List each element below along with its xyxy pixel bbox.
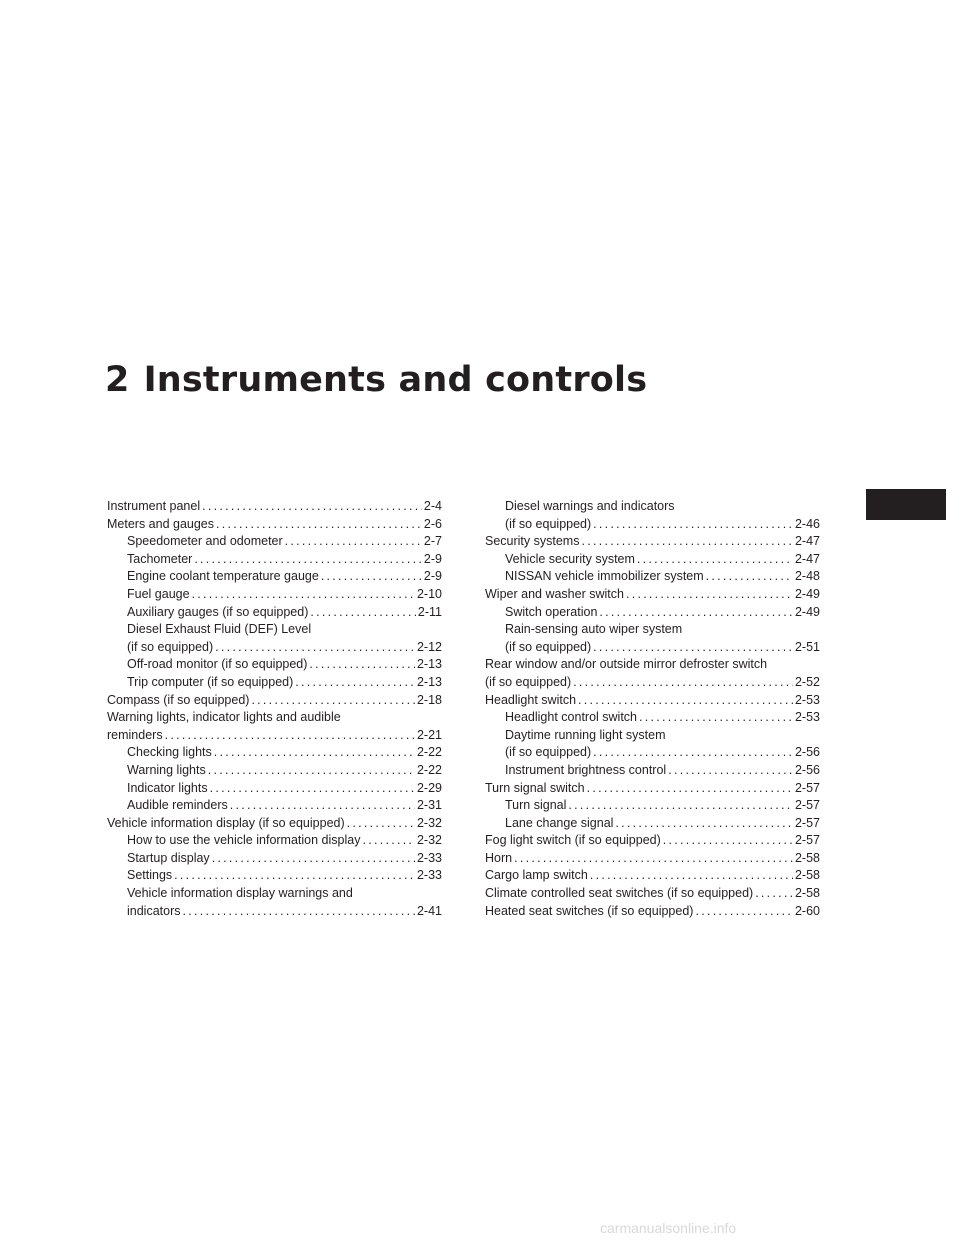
- toc-dot-leader: [615, 815, 793, 833]
- toc-entry-label: Instrument brightness control: [505, 762, 667, 777]
- toc-page-number: 2-57: [794, 798, 820, 813]
- toc-entry[interactable]: [107, 674, 442, 692]
- toc-entry-label: Climate controlled seat switches (if so equipped): [485, 886, 754, 901]
- toc-page-number: 2-18: [416, 692, 442, 707]
- toc-dot-leader: [590, 867, 793, 885]
- toc-dot-leader: [514, 850, 793, 868]
- toc-entry[interactable]: [107, 692, 442, 710]
- toc-page-number: 2-57: [794, 815, 820, 830]
- toc-entry[interactable]: [107, 815, 442, 833]
- toc-entry-label: Lane change signal: [505, 815, 614, 830]
- toc-entry-label: Startup display: [127, 850, 210, 865]
- toc-dot-leader: [593, 639, 793, 657]
- toc-dot-leader: [362, 832, 415, 850]
- toc-page-number: 2-58: [794, 850, 820, 865]
- toc-entry[interactable]: [107, 586, 442, 604]
- toc-page-number: 2-49: [794, 604, 820, 619]
- toc-page-number: 2-52: [794, 674, 820, 689]
- toc-entry[interactable]: [485, 797, 820, 815]
- toc-entry-label: Headlight control switch: [505, 710, 638, 725]
- toc-entry[interactable]: [107, 656, 442, 674]
- toc-entry-label: Tachometer: [127, 551, 193, 566]
- toc-entry-label: reminders: [107, 727, 163, 742]
- toc-entry-label: NISSAN vehicle immobilizer system: [505, 569, 704, 584]
- toc-dot-leader: [755, 885, 793, 903]
- toc-dot-leader: [251, 692, 415, 710]
- toc-dot-leader: [210, 780, 415, 798]
- toc-page-number: 2-56: [794, 762, 820, 777]
- toc-entry-label: Speedometer and odometer: [127, 534, 283, 549]
- toc-page-number: 2-4: [423, 499, 442, 513]
- toc-entry-title-line: Rain-sensing auto wiper system: [505, 622, 683, 637]
- toc-page-number: 2-53: [794, 692, 820, 707]
- toc-dot-leader: [321, 568, 422, 586]
- toc-page-number: 2-47: [794, 534, 820, 549]
- toc-entry-label: Vehicle security system: [505, 551, 635, 566]
- toc-dot-leader: [593, 744, 793, 762]
- toc-page-number: 2-58: [794, 868, 820, 883]
- toc-dot-leader: [587, 780, 793, 798]
- toc-entry[interactable]: [107, 621, 442, 656]
- chapter-name: Instruments and controls: [143, 360, 648, 400]
- toc-entry[interactable]: [485, 780, 820, 798]
- toc-page-number: 2-7: [423, 534, 442, 549]
- footer-watermark: carmanualsonline.info: [600, 1220, 737, 1236]
- toc-entry-label: Heated seat switches (if so equipped): [485, 903, 694, 918]
- toc-page-number: 2-22: [416, 762, 442, 777]
- toc-entry[interactable]: [107, 797, 442, 815]
- toc-page-number: 2-21: [416, 727, 442, 742]
- toc-entry[interactable]: [485, 498, 820, 533]
- toc-entry[interactable]: [485, 656, 820, 691]
- toc-entry[interactable]: [107, 498, 442, 516]
- toc-entry-title-line: Diesel warnings and indicators: [505, 499, 675, 513]
- toc-entry[interactable]: [107, 533, 442, 551]
- toc-entry-label: Horn: [485, 850, 513, 865]
- toc-page-number: 2-57: [794, 780, 820, 795]
- toc-dot-leader: [212, 850, 415, 868]
- toc-page-number: 2-51: [794, 639, 820, 654]
- toc-entry[interactable]: [485, 815, 820, 833]
- toc-column-left: [107, 498, 442, 920]
- toc-entry[interactable]: [485, 709, 820, 727]
- toc-dot-leader: [214, 744, 415, 762]
- toc-entry-label: Auxiliary gauges (if so equipped): [127, 604, 309, 619]
- toc-entry[interactable]: [107, 516, 442, 534]
- toc-entry[interactable]: [107, 568, 442, 586]
- toc-page-number: 2-9: [423, 569, 442, 584]
- toc-entry-title-line: Daytime running light system: [505, 727, 666, 742]
- toc-entry-label: Vehicle information display (if so equipped): [107, 815, 345, 830]
- toc-entry[interactable]: [107, 604, 442, 622]
- toc-entry[interactable]: [107, 832, 442, 850]
- toc-entry[interactable]: [107, 551, 442, 569]
- toc-dot-leader: [639, 709, 793, 727]
- toc-page-number: 2-49: [794, 586, 820, 601]
- toc-entry[interactable]: [485, 692, 820, 710]
- toc-entry[interactable]: [485, 885, 820, 903]
- toc-page-number: 2-58: [794, 886, 820, 901]
- toc-entry[interactable]: [485, 551, 820, 569]
- toc-dot-leader: [668, 762, 793, 780]
- toc-page-number: 2-32: [416, 833, 442, 848]
- toc-dot-leader: [573, 674, 793, 692]
- toc-entry-label: Indicator lights: [127, 780, 208, 795]
- toc-page-number: 2-47: [794, 551, 820, 566]
- chapter-title: [105, 360, 647, 400]
- toc-dot-leader: [637, 551, 793, 569]
- toc-column-right: [485, 498, 820, 920]
- toc-page-number: 2-56: [794, 745, 820, 760]
- toc-entry[interactable]: [485, 586, 820, 604]
- toc-dot-leader: [208, 762, 415, 780]
- toc-dot-leader: [663, 832, 793, 850]
- toc-entry-label: Fuel gauge: [127, 586, 190, 601]
- toc-entry-label: Trip computer (if so equipped): [127, 674, 294, 689]
- toc-entry[interactable]: [107, 867, 442, 885]
- toc-entry[interactable]: [485, 903, 820, 921]
- toc-page-number: 2-11: [417, 604, 442, 619]
- toc-dot-leader: [599, 604, 793, 622]
- toc-entry-label: Settings: [127, 868, 173, 883]
- toc-entry[interactable]: [485, 832, 820, 850]
- toc-dot-leader: [174, 867, 415, 885]
- toc-entry[interactable]: [107, 762, 442, 780]
- toc-dot-leader: [347, 815, 415, 833]
- toc-dot-leader: [165, 727, 415, 745]
- toc-page-number: 2-10: [416, 586, 442, 601]
- toc-entry-label: Turn signal switch: [485, 780, 585, 795]
- toc-entry-title-line: Warning lights, indicator lights and audible: [107, 710, 341, 725]
- toc-entry-label: Cargo lamp switch: [485, 868, 588, 883]
- toc-page-number: 2-32: [416, 815, 442, 830]
- toc-dot-leader: [581, 533, 793, 551]
- chapter-tab-marker: [866, 489, 946, 520]
- toc-dot-leader: [706, 568, 793, 586]
- toc-dot-leader: [202, 498, 422, 516]
- toc-entry-label: Meters and gauges: [107, 516, 215, 531]
- toc-entry-label: Wiper and washer switch: [485, 586, 624, 601]
- toc-entry-title-line: Diesel Exhaust Fluid (DEF) Level: [127, 622, 312, 637]
- toc-entry[interactable]: [107, 744, 442, 762]
- toc-entry[interactable]: [485, 604, 820, 622]
- toc-entry[interactable]: [107, 709, 442, 744]
- toc-dot-leader: [295, 674, 415, 692]
- toc-entry-label: indicators: [127, 903, 181, 918]
- toc-entry-label: Audible reminders: [127, 798, 228, 813]
- toc-entry-label: Headlight switch: [485, 692, 577, 707]
- toc-dot-leader: [194, 551, 422, 569]
- toc-dot-leader: [230, 797, 415, 815]
- toc-page-number: 2-6: [423, 516, 442, 531]
- toc-entry[interactable]: [485, 568, 820, 586]
- toc-dot-leader: [285, 533, 422, 551]
- toc-dot-leader: [215, 639, 415, 657]
- toc-page-number: 2-60: [794, 903, 820, 918]
- toc-entry-label: (if so equipped): [127, 639, 214, 654]
- toc-page-number: 2-13: [416, 657, 442, 672]
- toc-page-number: 2-46: [794, 516, 820, 531]
- toc-page-number: 2-48: [794, 569, 820, 584]
- toc-entry[interactable]: [485, 762, 820, 780]
- toc-entry-title-line: Vehicle information display warnings and: [127, 886, 353, 901]
- toc-page-number: 2-57: [794, 833, 820, 848]
- toc-dot-leader: [593, 516, 793, 534]
- toc-entry-label: Fog light switch (if so equipped): [485, 833, 661, 848]
- toc-page-number: 2-9: [423, 551, 442, 566]
- toc-entry[interactable]: [485, 850, 820, 868]
- toc-entry-label: Warning lights: [127, 762, 206, 777]
- toc-page-number: 2-12: [416, 639, 442, 654]
- toc-entry[interactable]: [107, 850, 442, 868]
- toc-entry-title-line: Rear window and/or outside mirror defroster switch: [485, 657, 768, 672]
- toc-entry[interactable]: [485, 727, 820, 762]
- toc-dot-leader: [216, 516, 422, 534]
- toc-entry-label: (if so equipped): [505, 516, 592, 531]
- toc-dot-leader: [626, 586, 793, 604]
- toc-entry[interactable]: [107, 885, 442, 920]
- toc-page-number: 2-31: [416, 798, 442, 813]
- chapter-number: 2: [105, 360, 130, 400]
- toc-dot-leader: [310, 604, 416, 622]
- toc-entry-label: Engine coolant temperature gauge: [127, 569, 319, 584]
- toc-dot-leader: [695, 903, 793, 921]
- toc-dot-leader: [309, 656, 415, 674]
- toc-entry[interactable]: [485, 621, 820, 656]
- toc-dot-leader: [183, 903, 415, 921]
- toc-entry-label: Turn signal: [505, 798, 567, 813]
- toc-entry-label: Off-road monitor (if so equipped): [127, 657, 308, 672]
- toc-page-number: 2-33: [416, 868, 442, 883]
- toc-entry-label: (if so equipped): [485, 674, 572, 689]
- toc-page-number: 2-41: [416, 903, 442, 918]
- toc-entry-label: Security systems: [485, 534, 580, 549]
- toc-entry[interactable]: [485, 867, 820, 885]
- toc-entry-label: Checking lights: [127, 745, 212, 760]
- toc-entry-label: Switch operation: [505, 604, 598, 619]
- toc-entry-label: (if so equipped): [505, 639, 592, 654]
- toc-entry-label: (if so equipped): [505, 745, 592, 760]
- toc-entry[interactable]: [485, 533, 820, 551]
- toc-dot-leader: [192, 586, 415, 604]
- toc-page-number: 2-33: [416, 850, 442, 865]
- toc-entry-label: Instrument panel: [107, 499, 201, 513]
- toc-page-number: 2-29: [416, 780, 442, 795]
- toc-page-number: 2-13: [416, 674, 442, 689]
- toc-entry[interactable]: [107, 780, 442, 798]
- toc-page-number: 2-53: [794, 710, 820, 725]
- toc-entry-label: Compass (if so equipped): [107, 692, 250, 707]
- toc-dot-leader: [568, 797, 793, 815]
- toc-dot-leader: [578, 692, 793, 710]
- toc-entry-label: How to use the vehicle information display: [127, 833, 361, 848]
- toc-page-number: 2-22: [416, 745, 442, 760]
